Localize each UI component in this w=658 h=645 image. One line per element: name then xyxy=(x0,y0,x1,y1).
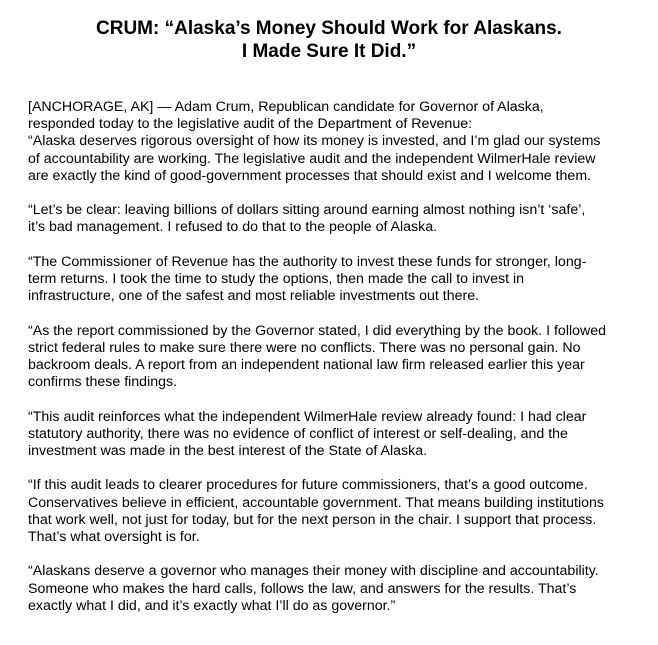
paragraph-line: “If this audit leads to clearer procedures for future commissioners, that’s a good outcome. xyxy=(28,477,588,494)
headline-line-2: I Made Sure It Did.” xyxy=(241,41,417,62)
paragraph-line: “The Commissioner of Revenue has the authority to invest these funds for stronger, long- xyxy=(28,253,587,270)
paragraph-line: that work well, not just for today, but for the next person in the chair. I support that process. xyxy=(28,511,597,528)
paragraph-line: confirms these findings. xyxy=(28,374,178,391)
paragraph-line: “As the report commissioned by the Governor stated, I did everything by the book. I followed xyxy=(28,322,607,339)
quote-paragraph-1 xyxy=(28,133,636,185)
paragraph-line: it’s bad management. I refused to do that to the people of Alaska. xyxy=(28,219,438,236)
headline xyxy=(0,17,658,63)
paragraph-line: “Alaska deserves rigorous oversight of how its money is invested, and I’m glad our systems xyxy=(28,133,601,150)
intro-paragraph xyxy=(28,99,636,133)
paragraph-line: Someone who makes the hard calls, follows the law, and answers for the results. That’s xyxy=(28,580,577,597)
paragraph-line: statutory authority, there was no evidence of conflict of interest or self-dealing, and the xyxy=(28,425,568,442)
paragraph-line: exactly what I did, and it’s exactly what I’ll do as governor.” xyxy=(28,597,396,614)
intro-line: [ANCHORAGE, AK] — Adam Crum, Republican candidate for Governor of Alaska, xyxy=(28,99,544,115)
paragraph-line: are exactly the kind of good-government processes that should exist and I welcome them. xyxy=(28,167,592,184)
paragraph-line: investment was made in the best interest of the State of Alaska. xyxy=(28,443,428,459)
paragraph-line: backroom deals. A report from an independent national law firm released earlier this year xyxy=(28,357,585,373)
paragraph-line: of accountability are working. The legislative audit and the independent WilmerHale review xyxy=(28,150,596,167)
press-release-body xyxy=(28,99,636,615)
headline-line-1: CRUM: “Alaska’s Money Should Work for Alaskans. xyxy=(96,18,562,39)
quote-paragraph-2 xyxy=(28,202,636,236)
paragraph-line: “Let’s be clear: leaving billions of dollars sitting around earning almost nothing isn’t ‘safe’, xyxy=(28,202,586,219)
quote-paragraph-5 xyxy=(28,409,636,461)
paragraph-line: Conservatives believe in efficient, accountable government. That means building institutions xyxy=(28,494,604,511)
quote-paragraph-7 xyxy=(28,563,636,615)
paragraph-line: “Alaskans deserve a governor who manages their money with discipline and accountability. xyxy=(28,563,599,580)
paragraph-line: “This audit reinforces what the independent WilmerHale review already found: I had clear xyxy=(28,408,587,425)
paragraph-line: infrastructure, one of the safest and most reliable investments out there. xyxy=(28,288,480,305)
intro-line: responded today to the legislative audit of the Department of Revenue: xyxy=(28,116,473,133)
quote-paragraph-3 xyxy=(28,254,636,306)
quote-paragraph-4 xyxy=(28,323,636,392)
paragraph-line: strict federal rules to make sure there were no conflicts. There was no personal gain. No xyxy=(28,339,581,356)
paragraph-line: term returns. I took the time to study the options, then made the call to invest in xyxy=(28,271,525,287)
paragraph-line: That’s what oversight is for. xyxy=(28,529,200,545)
quote-paragraph-6 xyxy=(28,477,636,546)
